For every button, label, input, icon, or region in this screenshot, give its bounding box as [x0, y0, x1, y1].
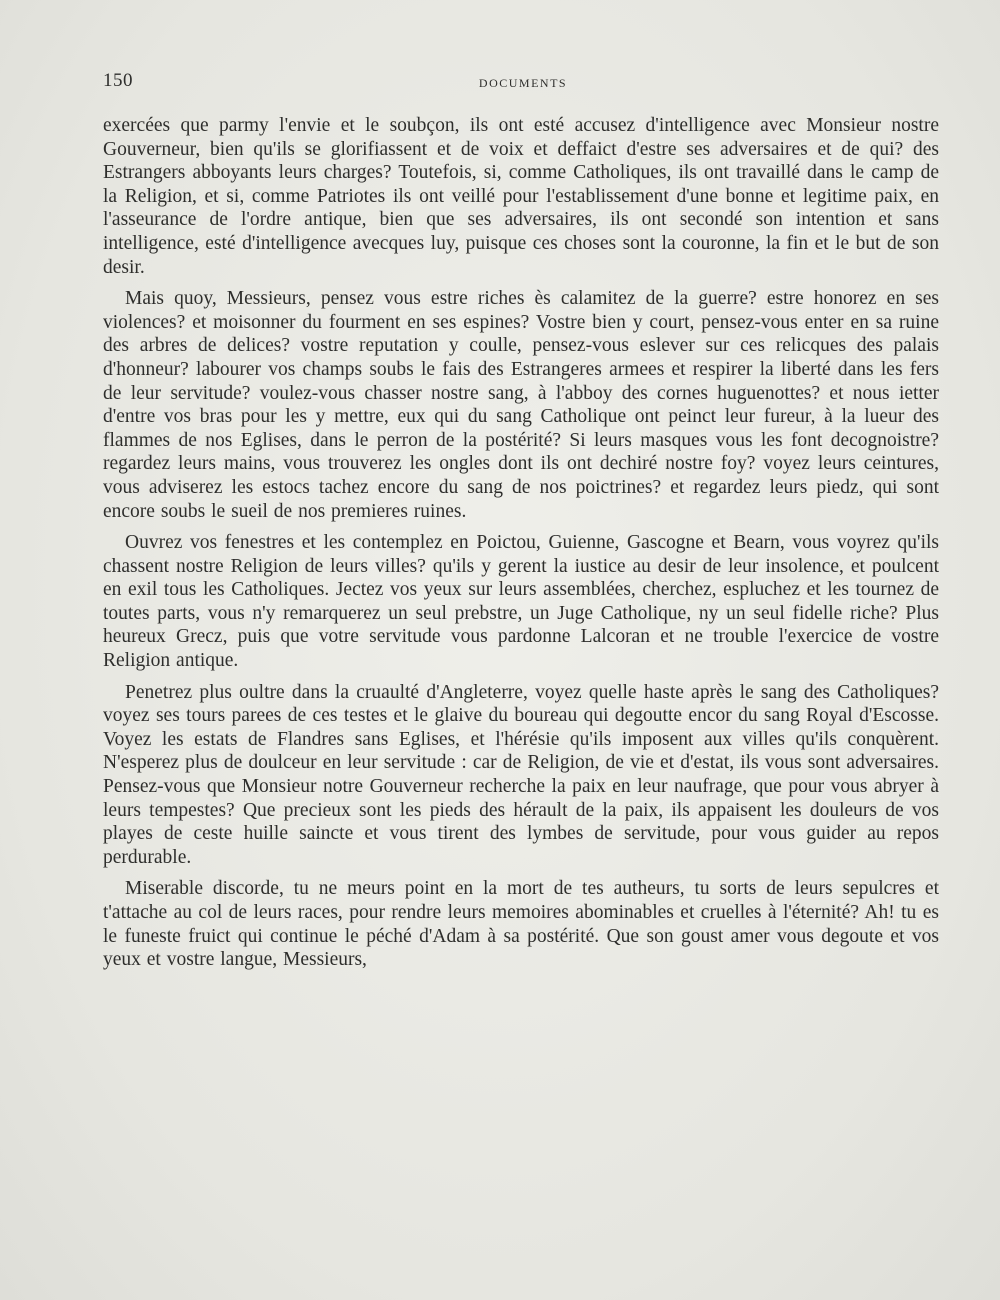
- running-head: [103, 70, 943, 98]
- paragraph: Ouvrez vos fenestres et les contemplez en Poictou, Guienne, Gascogne et Bearn, vous voyrez qu'ils chassent nostre Religion de leurs villes? qu'ils y gerent la iustice au desir de leur insolence, et poulcent en exil tous les Catholiques. Jectez vos yeux sur leurs assemblées, cherchez, espluchez et les tournez de toutes parts, vous n'y remarquerez un seul prebstre, un Juge Catholique, ny un seul fidelle riche? Plus heureux Grecz, puis que votre servitude vous pardonne Lalcoran et ne trouble l'exercice de vostre Religion antique.: [103, 532, 939, 672]
- paragraph: Miserable discorde, tu ne meurs point en la mort de tes autheurs, tu sorts de leurs sepulcres et t'attache au col de leurs races, pour rendre leurs memoires abominables et cruelles à l'éternité? Ah! tu es le funeste fruict qui continue le péché d'Adam à sa postérité. Que son goust amer vous degoute et vos yeux et vostre langue, Messieurs,: [103, 878, 939, 971]
- page-number: 150: [103, 70, 133, 91]
- running-title: DOCUMENTS: [478, 76, 568, 90]
- paragraph: Mais quoy, Messieurs, pensez vous estre riches ès calamitez de la guerre? estre honorez en ses violences? et moisonner du fourment en ses espines? Vostre bien y court, pensez-vous enter en sa ruine des arbres de delices? vostre reputation y coulle, pensez-vous eslever sur ces relicques des palais d'honneur? labourer vos champs soubs le fais des Estrangeres armees et respirer la liberté dans les fers de leur servitude? voulez-vous chasser nostre sang, à l'abboy des cornes huguenottes? et nous ietter d'entre vos bras pour les y mettre, eux qui du sang Catholique ont peinct leur fureur, à la lueur des flammes de nos Eglises, dans le perron de la postérité? Si leurs masques vous les font decognoistre? regardez leurs mains, vous trouverez les ongles dont ils ont dechiré nostre foy? voyez leurs ceintures, vous adviserez les estocs tachez encore du sang de nos poictrines? et regardez leurs piedz, qui sont encore soubs le sueil de nos premieres ruines.: [103, 288, 939, 522]
- body-text: [103, 114, 939, 980]
- paragraph: Penetrez plus oultre dans la cruaulté d'Angleterre, voyez quelle haste après le sang des Catholiques? voyez ses tours parees de ces testes et le glaive du boureau qui degoutte encor du sang Royal d'Escosse. Voyez les estats de Flandres sans Eglises, et l'hérésie qu'ils imposent aux villes qu'ils conquèrent. N'esperez plus de doulceur en leur servitude : car de Religion, de vie et d'estat, ils vous sont adversaires. Pensez-vous que Monsieur notre Gouverneur recherche la paix en leur naufrage, que pour vous abryer à leurs tempestes? Que precieux sont les pieds des hérault de la paix, ils appaisent les douleurs de vos playes de ceste huille saincte et vous tirent des lymbes de servitude, pour vous guider au repos perdurable.: [103, 681, 939, 868]
- paragraph-continued: exercées que parmy l'envie et le soubçon, ils ont esté accusez d'intelligence avec Monsieur nostre Gouverneur, bien qu'ils se glorifiassent et de voix et deffaict d'estre ses adversaires et de qui? des Estrangers abboyants leurs charges? Toutefois, si, comme Catholiques, ils ont travaillé dans le camp de la Religion, et si, comme Patriotes ils ont veillé pour l'establissement d'une bonne et legitime paix, en l'asseurance de l'ordre antique, bien que ses adversaires, ils ont secondé son intention et sans intelligence, esté d'intelligence avecques luy, puisque ces choses sont la couronne, la fin et le but de son desir.: [103, 115, 939, 278]
